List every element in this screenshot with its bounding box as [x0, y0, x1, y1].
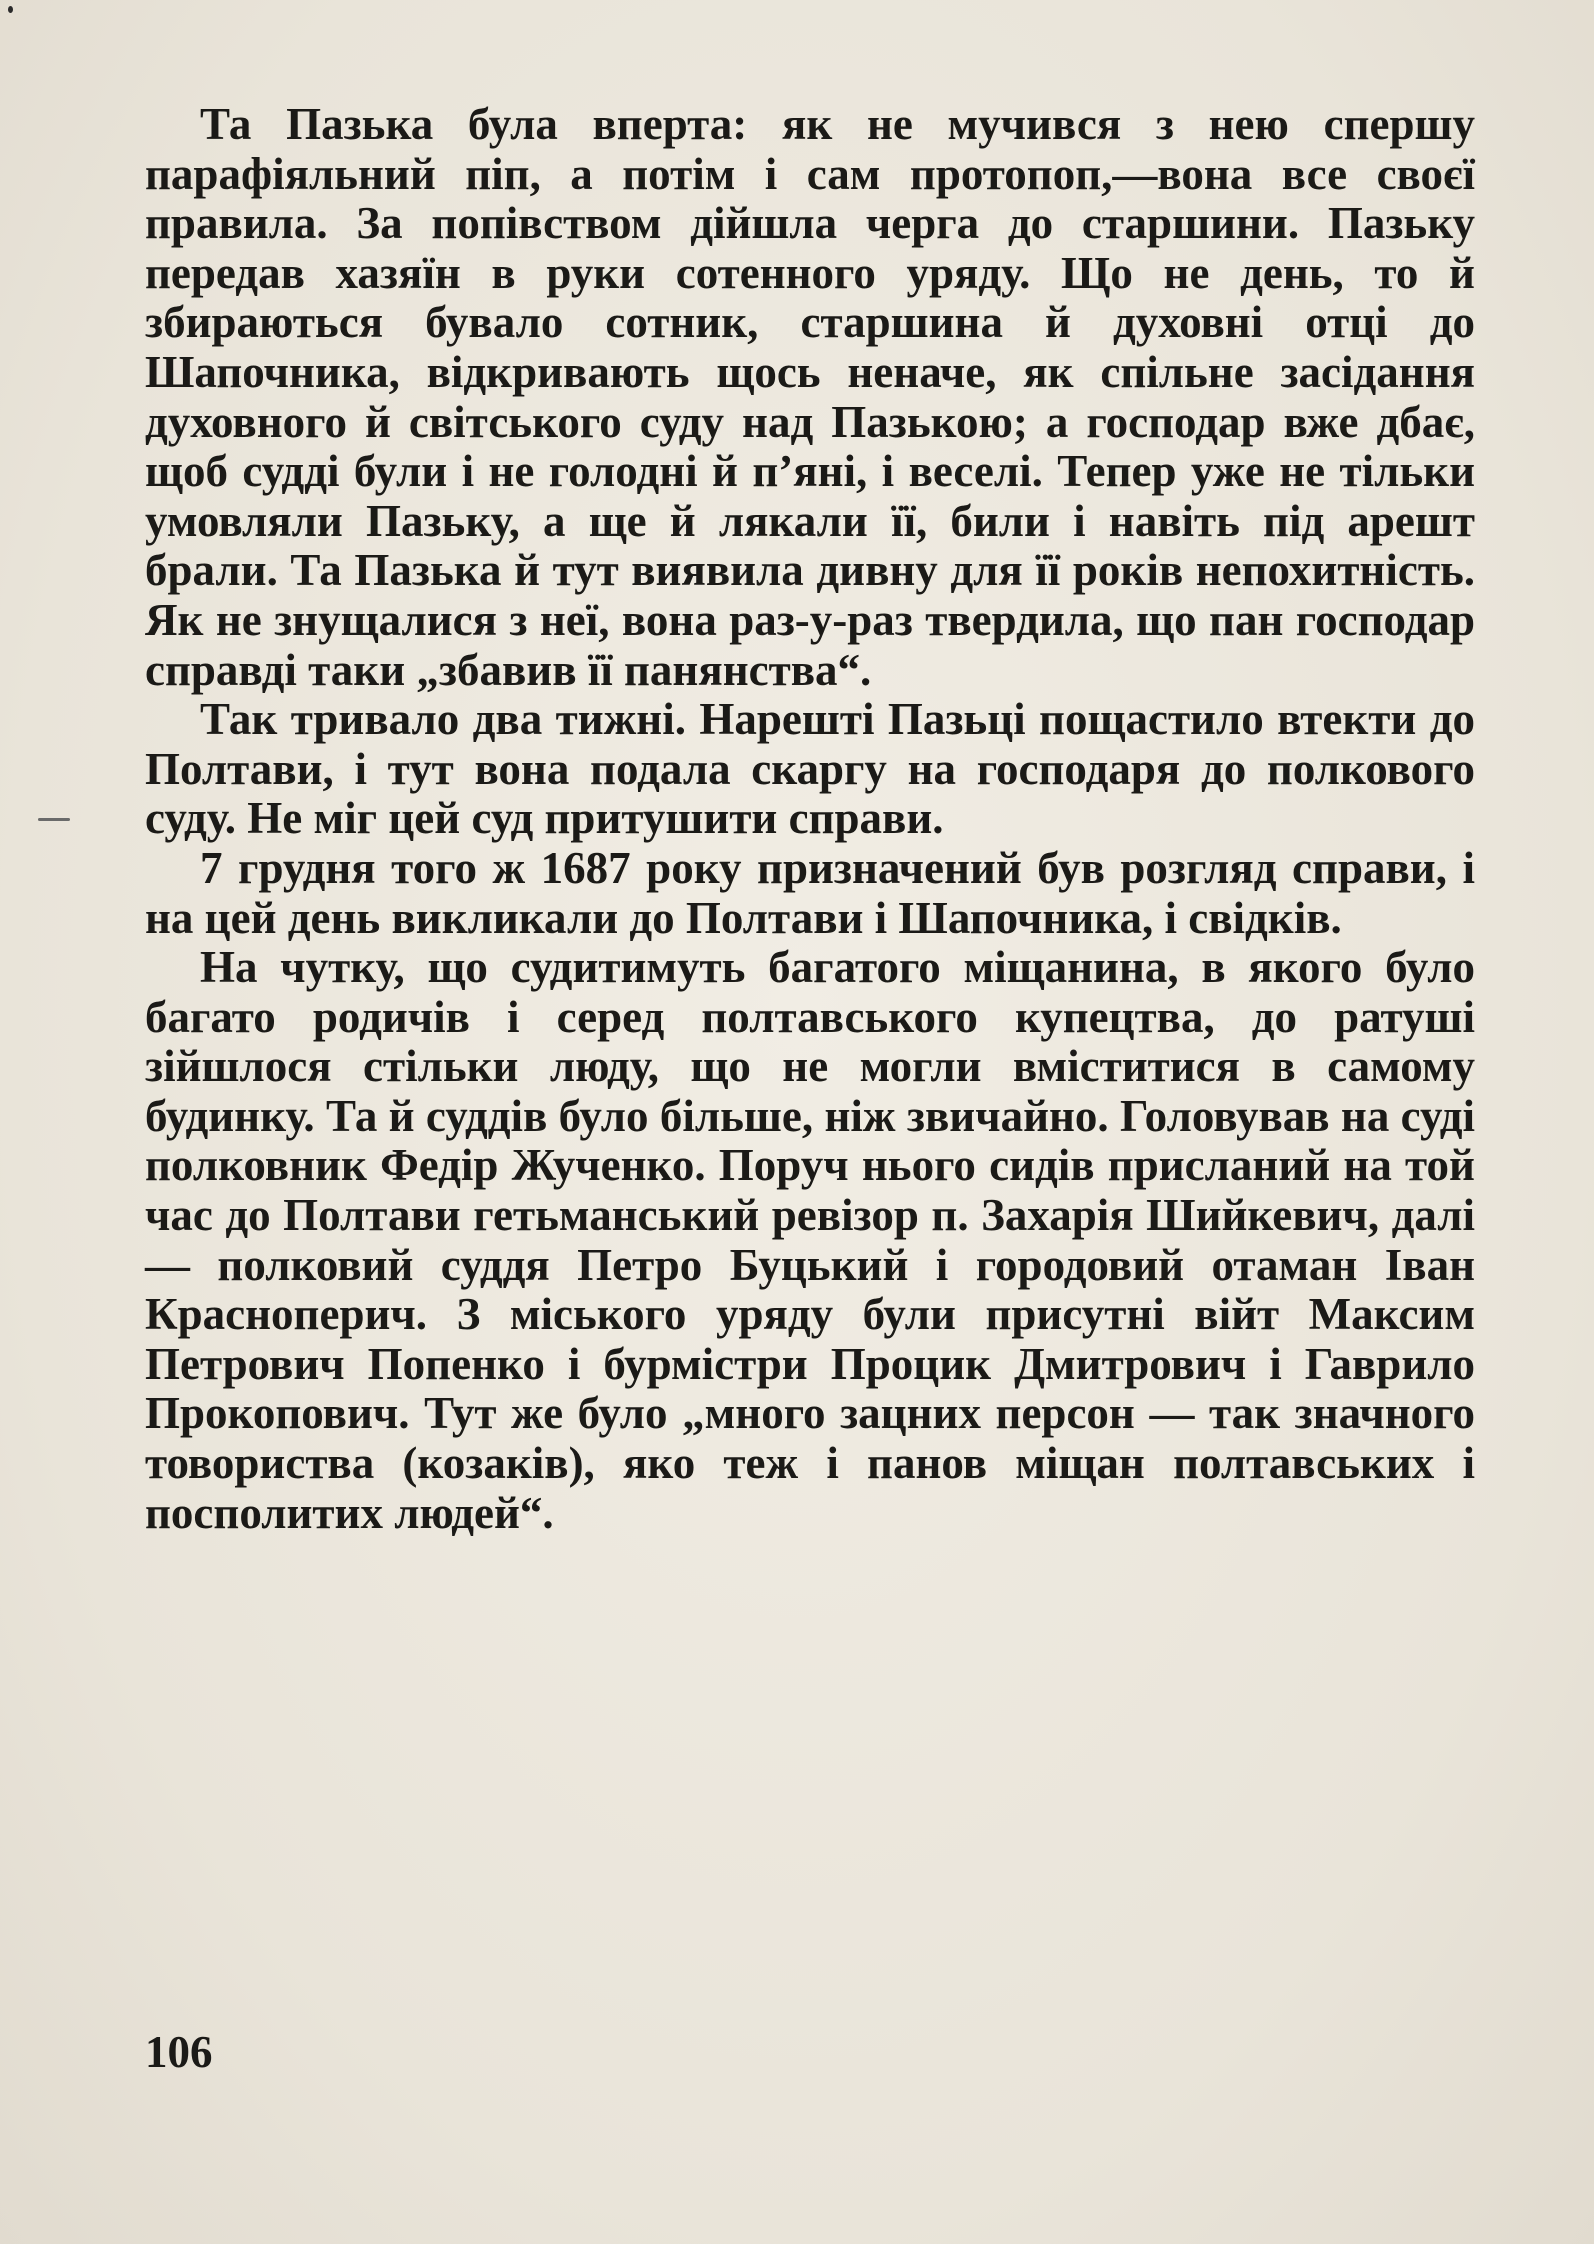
print-speck	[8, 6, 13, 13]
print-speck	[38, 818, 70, 821]
paragraph-2: Так тривало два тижні. Нарешті Пазьці пощастило втекти до Полтави, і тут вона подала скаргу на господаря до полкового суду. Не міг цей суд притушити справи.	[145, 694, 1475, 844]
body-text	[145, 100, 1475, 1538]
page-number: 106	[145, 2027, 213, 2077]
paragraph-3: 7 грудня того ж 1687 року призначений був розгляд справи, і на цей день викликали до Полтави і Шапочника, і свідків.	[145, 842, 1475, 943]
paragraph-4: На чутку, що судитимуть багатого міщанина, в якого було багато родичів і серед полтавського купецтва, до ратуші зійшлося стільки люду, що не могли вміститися в самому будинку. Та й суддів було більше, ніж звичайно. Головував на суді полковник Федір Жученко. Поруч нього сидів присланий на той час до Полтави гетьманський ревізор п. Захарія Шийкевич, далі — полковий суддя Петро Буцький і городовий отаман Іван Красноперич. З міського уряду були присутні війт Максим Петрович Попенко і бурмістри Процик Дмитрович і Гаврило Прокопович. Тут же було „много зацних персон — так значного товориства (козаків), яко теж і панов міщан полтавських і посполитих людей“.	[145, 942, 1475, 1538]
paragraph-1: Та Пазька була вперта: як не мучився з нею спершу парафіяльний піп, а потім і сам протопоп,—вона все своєї правила. За попівством дійшла черга до старшини. Пазьку передав хазяїн в руки сотенного уряду. Що не день, то й збираються бувало сотник, старшина й духовні отці до Шапочника, відкривають щось неначе, як спільне засідання духовного й світського суду над Пазькою; а господар вже дбає, щоб судді були і не голодні й п’яні, і веселі. Тепер уже не тільки умовляли Пазьку, а ще й лякали її, били і навіть під арешт брали. Та Пазька й тут виявила дивну для її років непохитність. Як не знущалися з неї, вона раз-у-раз твердила, що пан господар справді таки „збавив її панянства“.	[145, 99, 1475, 695]
